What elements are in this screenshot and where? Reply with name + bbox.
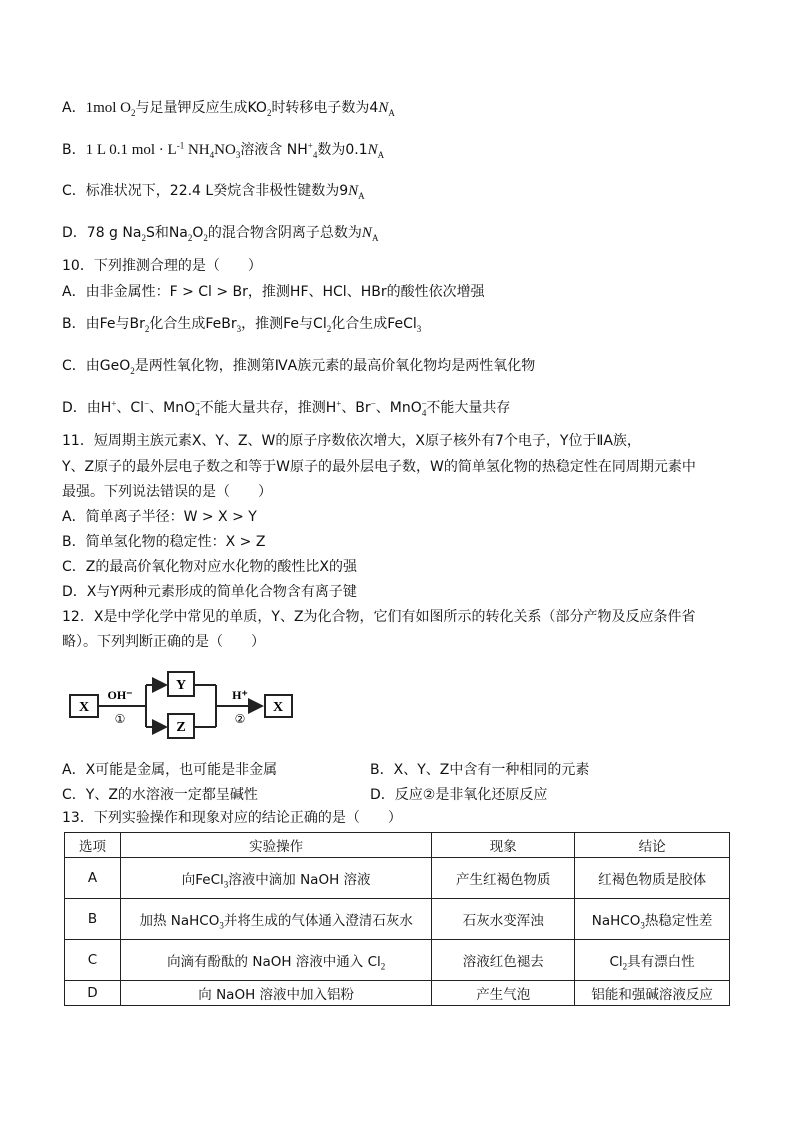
q12-stem-line2: 略）。下列判断正确的是（ ） (62, 634, 265, 650)
conclusion-cell: $Cl_2$具有漂白性 (575, 940, 730, 981)
table-row (65, 940, 730, 981)
q11-option-c: C．Z的最高价氧化物对应水化物的酸性比X的强 (62, 559, 357, 575)
box-x-start-label: X (78, 700, 90, 715)
operation-cell: 向FeCl$_3$溶液中滴加 NaOH 溶液 (120, 858, 431, 899)
q11-stem-line3: 最强。下列说法错误的是（ ） (62, 484, 272, 500)
header-phenomenon: 现象 (432, 833, 575, 858)
q13-stem: 13．下列实验操作和现象对应的结论正确的是（ ） (62, 810, 402, 826)
q9-option-b: B．1 L 0.1 mol · $L^{-1}$ $NH_4NO_3$溶液含 $NH^+_4$数为$0.1N_A$ (62, 140, 385, 160)
phenomenon-cell: 溶液红色褪去 (432, 940, 575, 981)
table-row (65, 899, 730, 940)
phenomenon-cell: 石灰水变浑浊 (432, 899, 575, 940)
table-row (65, 981, 730, 1006)
option-cell: B (65, 899, 121, 940)
conclusion-cell: 红褐色物质是胶体 (575, 858, 730, 899)
q10-option-a: A．由非金属性：F > Cl > Br，推测HF、HCl、HBr的酸性依次增强 (62, 284, 485, 300)
box-y-label: Y (175, 678, 187, 693)
conclusion-cell: NaHCO$_3$热稳定性差 (575, 899, 730, 940)
q12-option-b: B．X、Y、Z中含有一种相同的元素 (370, 762, 590, 778)
operation-cell: 加热 NaHCO$_3$并将生成的气体通入澄清石灰水 (120, 899, 431, 940)
operation-cell: 向滴有酚酞的 NaOH 溶液中通入 $Cl_2$ (120, 940, 431, 981)
conversion-diagram (66, 663, 298, 745)
header-operation: 实验操作 (120, 833, 431, 858)
option-cell: D (65, 981, 121, 1006)
q10-option-c: C．由GeO$_2$是两性氧化物，推测第ⅣA族元素的最高价氧化物均是两性氧化物 (62, 358, 536, 376)
q12-stem-line1: 12．X是中学化学中常见的单质，Y、Z为化合物，它们有如图所示的转化关系（部分产物及反应条件省 (62, 609, 696, 625)
header-conclusion: 结论 (575, 833, 730, 858)
reagent-h: H⁺ (232, 688, 248, 702)
step-2-label: ② (234, 712, 246, 726)
q11-option-b: B．简单氢化物的稳定性：X > Z (62, 534, 266, 550)
operation-cell: 向 NaOH 溶液中加入铝粉 (120, 981, 431, 1006)
option-cell: C (65, 940, 121, 981)
q10-stem: 10．下列推测合理的是（ ） (62, 258, 262, 274)
box-z-label: Z (176, 720, 186, 735)
q12-option-d: D．反应②是非氧化还原反应 (370, 787, 548, 803)
q12-option-c: C．Y、Z的水溶液一定都呈碱性 (62, 787, 258, 803)
experiment-table (64, 832, 730, 1006)
q12-option-a: A．X可能是金属，也可能是非金属 (62, 762, 278, 778)
phenomenon-cell: 产生气泡 (432, 981, 575, 1006)
q10-option-b: B．由Fe与$Br_2$化合生成FeBr$_3$，推测Fe与$Cl_2$化合生成FeCl$_3$ (62, 316, 422, 334)
q11-stem-line1: 11．短周期主族元素X、Y、Z、W的原子序数依次增大，X原子核外有7个电子，Y位于ⅡA族， (62, 433, 641, 449)
reagent-oh: OH⁻ (107, 688, 133, 702)
conclusion-cell: 铝能和强碱溶液反应 (575, 981, 730, 1006)
q9-option-c: C．标准状况下，22.4 L癸烷含非极性键数为$9N_A$ (62, 183, 365, 201)
step-1-label: ① (114, 712, 126, 726)
box-x-end-label: X (272, 700, 284, 715)
q11-option-d: D．X与Y两种元素形成的简单化合物含有离子键 (62, 584, 357, 600)
q9-option-a: A．1mol $O_2$与足量钾反应生成$KO_2$时转移电子数为$4N_A$ (62, 100, 395, 118)
option-cell: A (65, 858, 121, 899)
table-header-row (65, 833, 730, 858)
header-option: 选项 (65, 833, 121, 858)
phenomenon-cell: 产生红褐色物质 (432, 858, 575, 899)
q10-option-d: D．由H+、Cl−、MnO−$_4$不能大量共存，推测H+、Br−、MnO−$_4$不能大量共存 (62, 398, 511, 418)
table-row (65, 858, 730, 899)
q9-option-d: D．78 g $Na_2S$和$Na_2O_2$的混合物含阴离子总数为$N_A$ (62, 225, 379, 243)
q11-stem-line2: Y、Z原子的最外层电子数之和等于W原子的最外层电子数，W的简单氢化物的热稳定性在同周期元素中 (62, 459, 696, 475)
q11-option-a: A．简单离子半径：W > X > Y (62, 509, 257, 525)
